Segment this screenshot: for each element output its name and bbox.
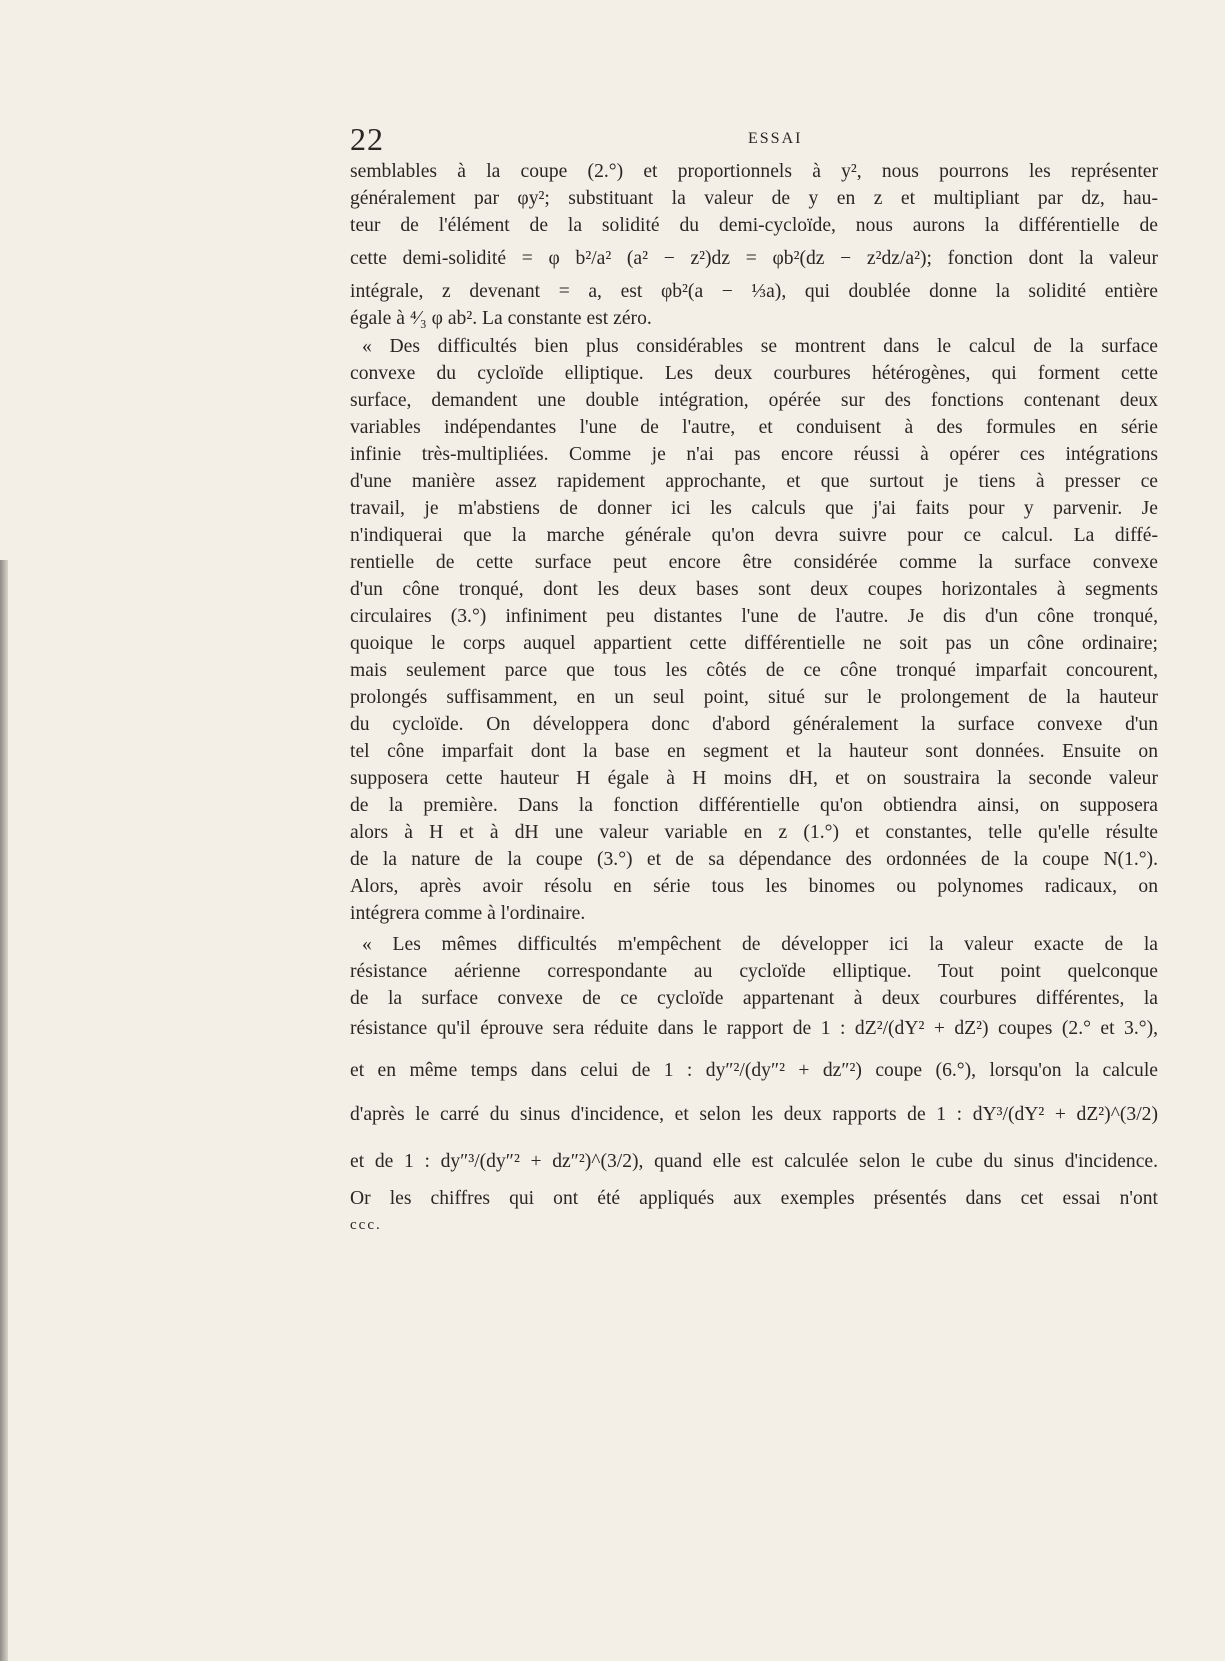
formula-line: et de 1 : dy″³/(dy″² + dz″²)^(3/2), quand elle est calculée selon le cube du sinus d'incidence. (350, 1151, 1158, 1172)
page-binding-edge (0, 560, 8, 1661)
text-line: égale à ⁴⁄₃ φ ab². La constante est zéro. (350, 308, 652, 329)
text-line: intégrera comme à l'ordinaire. (350, 903, 586, 924)
running-title: ESSAI (748, 130, 803, 147)
text-line: de la surface convexe de ce cycloïde appartenant à deux courbures différentes, la (350, 988, 1158, 1009)
text-line: intégrale, z devenant = a, est φb²(a − ⅓a), qui doublée donne la solidité entière (350, 281, 1158, 302)
text-line: Alors, après avoir résolu en série tous les binomes ou polynomes radicaux, on (350, 876, 1158, 897)
text-line: généralement par φy²; substituant la valeur de y en z et multipliant par dz, hau- (350, 188, 1158, 209)
formula-line: cette demi-solidité = φ b²/a² (a² − z²)dz = φb²(dz − z²dz/a²); fonction dont la valeur (350, 248, 1158, 269)
text-line: teur de l'élément de la solidité du demi-cycloïde, nous aurons la différentielle de (350, 215, 1158, 236)
text-line: du cycloïde. On développera donc d'abord généralement la surface convexe d'un (350, 714, 1158, 735)
formula-line: résistance qu'il éprouve sera réduite dans le rapport de 1 : dZ²/(dY² + dZ²) coupes (2.° et 3.°), (350, 1018, 1158, 1039)
text-line: d'un cône tronqué, dont les deux bases sont deux coupes horizontales à segments (350, 579, 1158, 600)
text-line: tel cône imparfait dont la base en segment et la hauteur sont données. Ensuite on (350, 741, 1158, 762)
text-line: de la première. Dans la fonction différentielle qu'on obtiendra ainsi, on supposera (350, 795, 1158, 816)
paragraph-start-line: « Des difficultés bien plus considérables se montrent dans le calcul de la surface (362, 336, 1158, 357)
text-line: travail, je m'abstiens de donner ici les calculs que j'ai faits pour y parvenir. Je (350, 498, 1158, 519)
page-header (350, 122, 1150, 156)
text-line: infinie très-multipliées. Comme je n'ai pas encore réussi à opérer ces intégrations (350, 444, 1158, 465)
paragraph-start-line: « Les mêmes difficultés m'empêchent de développer ici la valeur exacte de la (362, 934, 1158, 955)
text-line: rentielle de cette surface peut encore être considérée comme la surface convexe (350, 552, 1158, 573)
formula-line: d'après le carré du sinus d'incidence, et selon les deux rapports de 1 : dY³/(dY² + dZ²)^(3/2) (350, 1104, 1158, 1125)
text-line: n'indiquerai que la marche générale qu'on devra suivre pour ce calcul. La diffé- (350, 525, 1158, 546)
text-line: d'une manière assez rapidement approchante, et que surtout je tiens à presser ce (350, 471, 1158, 492)
text-line: Or les chiffres qui ont été appliqués aux exemples présentés dans cet essai n'ont (350, 1188, 1158, 1209)
text-line: semblables à la coupe (2.°) et proportionnels à y², nous pourrons les représenter (350, 161, 1158, 182)
text-line: prolongés suffisamment, en un seul point, situé sur le prolongement de la hauteur (350, 687, 1158, 708)
text-line: circulaires (3.°) infiniment peu distantes l'une de l'autre. Je dis d'un cône tronqué, (350, 606, 1158, 627)
text-line: résistance aérienne correspondante au cycloïde elliptique. Tout point quelconque (350, 961, 1158, 982)
text-line: de la nature de la coupe (3.°) et de sa dépendance des ordonnées de la coupe N(1.°). (350, 849, 1158, 870)
formula-line: et en même temps dans celui de 1 : dy″²/(dy″² + dz″²) coupe (6.°), lorsqu'on la calcule (350, 1060, 1158, 1081)
catchword: ccc. (350, 1217, 382, 1233)
text-line: quoique le corps auquel appartient cette différentielle ne soit pas un cône ordinaire; (350, 633, 1158, 654)
text-line: convexe du cycloïde elliptique. Les deux courbures hétérogènes, qui forment cette (350, 363, 1158, 384)
text-line: supposera cette hauteur H égale à H moins dH, et on soustraira la seconde valeur (350, 768, 1158, 789)
page-number: 22 (350, 121, 384, 157)
text-line: variables indépendantes l'une de l'autre, et conduisent à des formules en série (350, 417, 1158, 438)
text-line: mais seulement parce que tous les côtés de ce cône tronqué imparfait concourent, (350, 660, 1158, 681)
text-line: surface, demandent une double intégration, opérée sur des fonctions contenant deux (350, 390, 1158, 411)
text-line: alors à H et à dH une valeur variable en z (1.°) et constantes, telle qu'elle résulte (350, 822, 1158, 843)
